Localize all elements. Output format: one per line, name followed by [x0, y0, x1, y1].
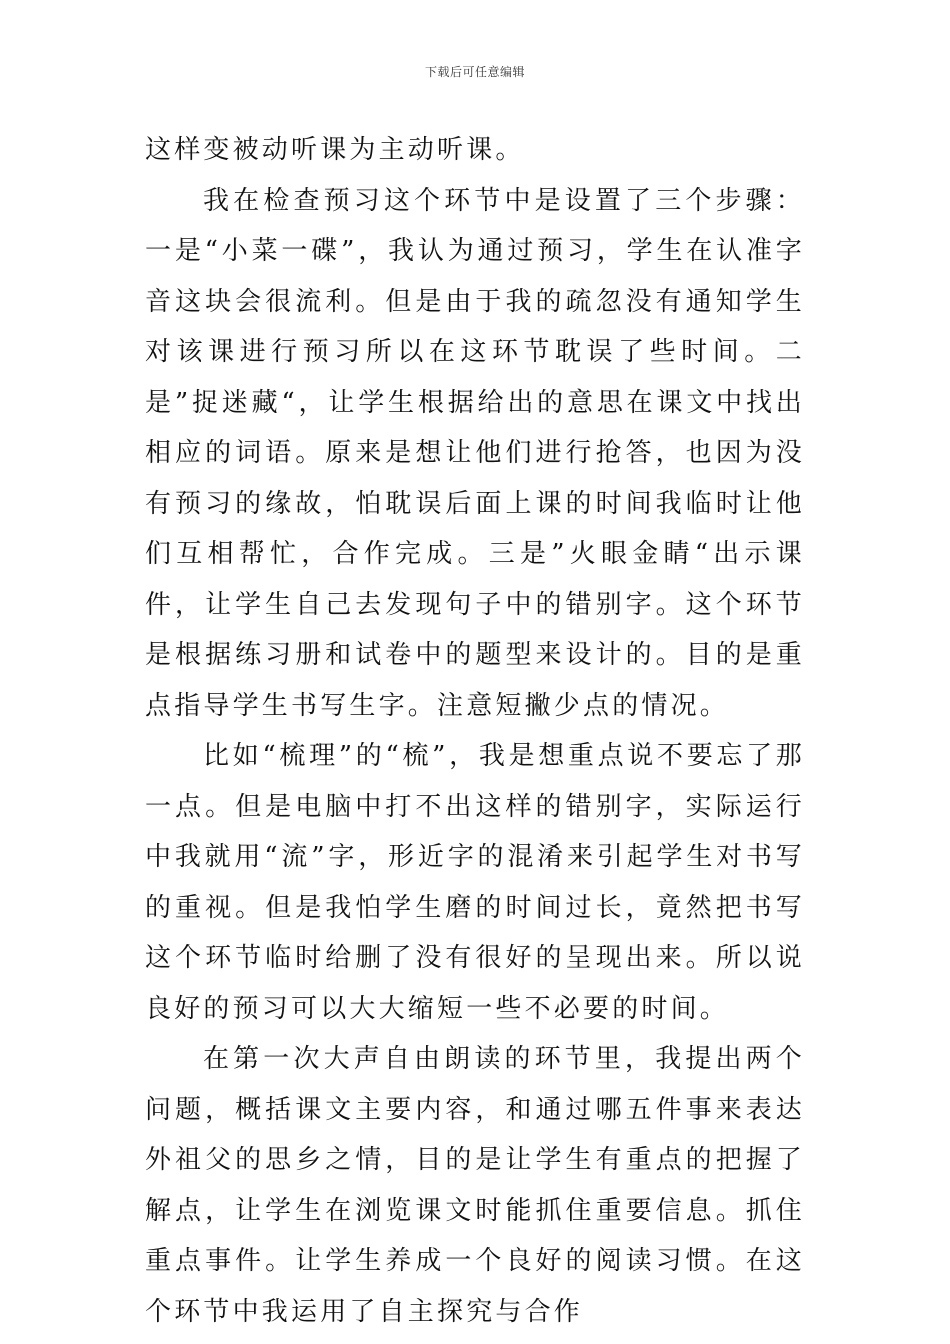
- paragraph-4: 在第一次大声自由朗读的环节里，我提出两个问题，概括课文主要内容，和通过哪五件事来表达外祖父的思乡之情，目的是让学生有重点的把握了解点，让学生在浏览课文时能抓住重要信息。抓住重点事件。让学生养成一个良好的阅读习惯。在这个环节中我运用了自主探究与合作: [145, 1044, 805, 1327]
- paragraph-2: 我在检查预习这个环节中是设置了三个步骤：一是“小菜一碟”，我认为通过预习，学生在认准字音这块会很流利。但是由于我的疏忽没有通知学生对该课进行预习所以在这环节耽误了些时间。二是”捉迷藏“，让学生根据给出的意思在课文中找出相应的词语。原来是想让他们进行抢答，也因为没有预习的缘故，怕耽误后面上课的时间我临时让他们互相帮忙，合作完成。三是”火眼金睛“出示课件，让学生自己去发现句子中的错别字。这个环节是根据练习册和试卷中的题型来设计的。目的是重点指导学生书写生字。注意短撇少点的情况。: [145, 185, 805, 721]
- page-header: 下载后可任意编辑: [424, 65, 525, 79]
- paragraph-3: 比如“梳理”的“梳”，我是想重点说不要忘了那一点。但是电脑中打不出这样的错别字，实际运行中我就用“流”字，形近字的混淆来引起学生对书写的重视。但是我怕学生磨的时间过长，竟然把书写这个环节临时给删了没有很好的呈现出来。所以说良好的预习可以大大缩短一些不必要的时间。: [145, 741, 805, 1024]
- document-body: [145, 125, 805, 1337]
- paragraph-1: 这样变被动听课为主动听课。: [145, 135, 525, 165]
